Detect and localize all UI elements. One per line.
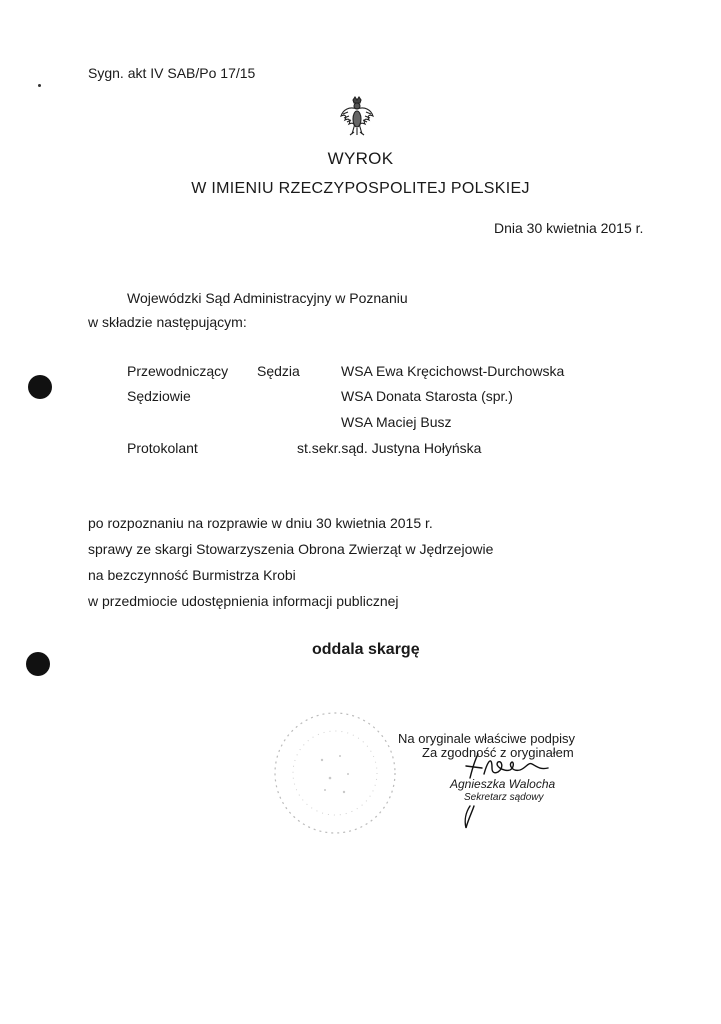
judge-1-name: WSA Donata Starosta (spr.) [341,388,513,404]
court-seal-icon [270,708,400,838]
clerk-role: Protokolant [127,440,198,456]
judgment-date: Dnia 30 kwietnia 2015 r. [494,220,644,236]
judgment-title: WYROK [327,149,394,168]
body-line-2: sprawy ze skargi Stowarzyszenia Obrona Zwierząt w Jędrzejowie [88,541,494,557]
body-line-3: na bezczynność Burmistrza Krobi [88,567,296,583]
punch-hole-top [28,375,52,399]
presiding-title: Sędzia [257,363,300,379]
certification-line-1: Na oryginale właściwe podpisy [398,731,576,746]
certifier-role: Sekretarz sądowy [464,792,544,803]
presiding-name: WSA Ewa Kręcichowst-Durchowska [341,363,565,379]
court-name: Wojewódzki Sąd Administracyjny w Poznaniu [127,290,408,306]
clerk-name: st.sekr.sąd. Justyna Hołyńska [297,440,482,456]
polish-eagle-emblem-icon [339,96,375,138]
body-line-4: w przedmiocie udostępnienia informacji publicznej [88,593,399,609]
certification-line-2: Za zgodność z oryginałem [422,745,574,760]
judge-2-name: WSA Maciej Busz [341,414,452,430]
presiding-role: Przewodniczący [127,363,229,379]
certifier-name: Agnieszka Walocha [450,777,556,791]
ruling-text: oddala skargę [312,641,420,658]
judges-role: Sędziowie [127,388,191,404]
scan-speck [38,84,41,87]
body-line-1: po rozpoznaniu na rozprawie w dniu 30 kwietnia 2015 r. [88,515,433,531]
punch-hole-bottom [26,652,50,676]
case-signature: Sygn. akt IV SAB/Po 17/15 [88,65,256,81]
court-composition-label: w składzie następującym: [88,314,247,330]
judgment-subtitle: W IMIENIU RZECZYPOSPOLITEJ POLSKIEJ [191,180,530,197]
